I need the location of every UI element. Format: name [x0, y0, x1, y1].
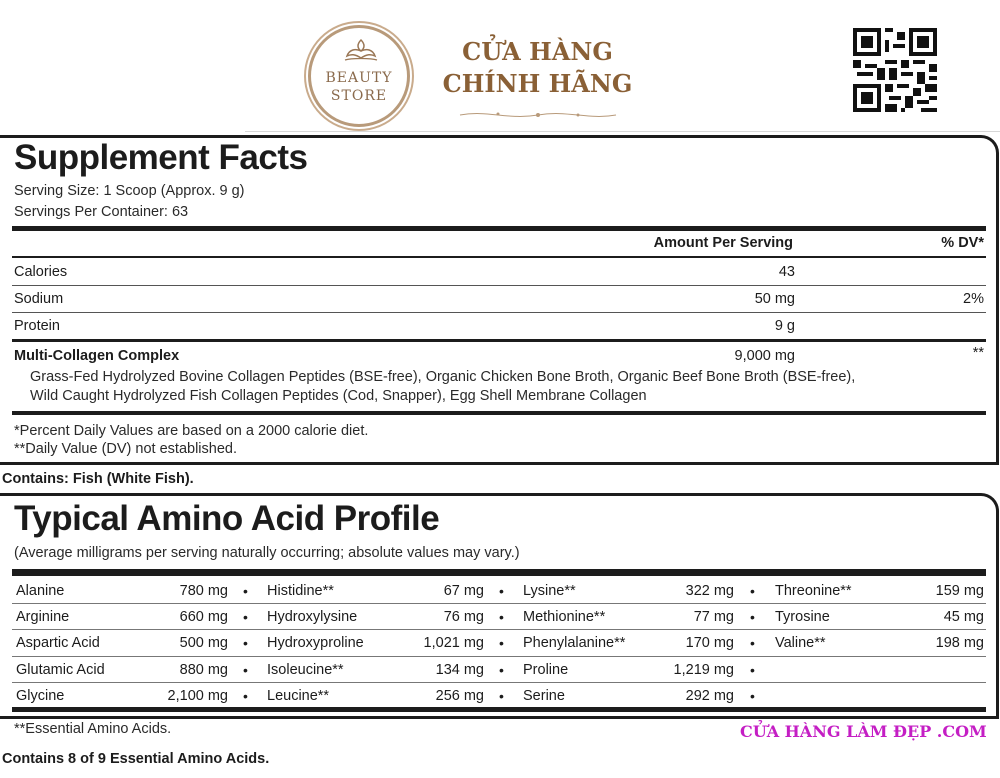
amino-name: Valine**: [775, 635, 826, 651]
amino-value: 67 mg: [443, 583, 484, 599]
amino-name: Hydroxylysine: [267, 609, 358, 625]
row-divider: [12, 312, 986, 313]
amino-acid-title: Typical Amino Acid Profile: [14, 499, 440, 538]
amino-name: Lysine**: [523, 583, 576, 599]
amino-name: Phenylalanine**: [523, 635, 626, 651]
amino-value: 660 mg: [179, 609, 228, 625]
daily-value-header: % DV*: [941, 235, 984, 251]
nutrient-amount: 43: [778, 264, 795, 280]
header-divider-rule: [12, 256, 986, 258]
supplement-facts-title: Supplement Facts: [14, 138, 308, 177]
servings-per-container: Servings Per Container: 63: [14, 204, 189, 220]
amino-value: 780 mg: [179, 583, 228, 599]
amino-value: 500 mg: [179, 635, 228, 651]
ingredients-line: Wild Caught Hydrolyzed Fish Collagen Peptides (Cod, Snapper), Egg Shell Membrane Collagen: [30, 388, 647, 404]
amino-value: 292 mg: [685, 688, 734, 704]
amino-name: Glycine: [16, 688, 65, 704]
amino-name: Proline: [523, 662, 569, 678]
amino-value: 76 mg: [443, 609, 484, 625]
nutrient-label: Multi-Collagen Complex: [14, 348, 180, 364]
header-divider: [245, 131, 1000, 132]
ornament-icon: [341, 38, 381, 64]
nutrient-label: Sodium: [14, 291, 64, 307]
brand-title: [430, 36, 645, 100]
store-watermark: CỬA HÀNG LÀM ĐẸP .COM: [740, 722, 987, 741]
separator: •: [243, 688, 248, 704]
amino-name: Isoleucine**: [267, 662, 344, 678]
section-divider: [12, 339, 986, 342]
amino-value: 1,021 mg: [423, 635, 484, 651]
amino-name: Methionine**: [523, 609, 606, 625]
separator: •: [243, 583, 248, 599]
separator: •: [243, 635, 248, 651]
thick-divider: [12, 707, 986, 712]
amino-name: Serine: [523, 688, 565, 704]
amino-name: Glutamic Acid: [16, 662, 105, 678]
separator: •: [499, 609, 504, 625]
separator: •: [499, 688, 504, 704]
nutrient-amount: 50 mg: [754, 291, 795, 307]
separator: •: [499, 583, 504, 599]
nutrient-amount: 9 g: [774, 318, 795, 334]
separator: •: [750, 609, 755, 625]
amount-per-serving-header: Amount Per Serving: [653, 235, 793, 251]
amino-value: 170 mg: [685, 635, 734, 651]
amino-value: 159 mg: [935, 583, 984, 599]
qr-code-icon[interactable]: [853, 28, 937, 112]
thick-divider: [12, 226, 986, 231]
amino-value: 256 mg: [435, 688, 484, 704]
row-divider: [12, 629, 986, 630]
flourish-icon: [458, 108, 618, 122]
amino-acid-subtitle: (Average milligrams per serving naturally occurring; absolute values may vary.): [14, 545, 520, 561]
nutrient-dv: **: [972, 345, 984, 361]
amino-name: Alanine: [16, 583, 65, 599]
amino-name: Threonine**: [775, 583, 852, 599]
amino-name: Arginine: [16, 609, 70, 625]
nutrient-label: Calories: [14, 264, 68, 280]
beauty-store-logo: [308, 25, 410, 127]
amino-value: 880 mg: [179, 662, 228, 678]
amino-value: 77 mg: [693, 609, 734, 625]
separator: •: [750, 635, 755, 651]
amino-value: 1,219 mg: [673, 662, 734, 678]
amino-value: 2,100 mg: [167, 688, 228, 704]
row-divider: [12, 603, 986, 604]
brand-line-2: CHÍNH HÃNG: [442, 69, 633, 98]
separator: •: [499, 635, 504, 651]
nutrient-amount: 9,000 mg: [734, 348, 795, 364]
thick-divider: [12, 411, 986, 415]
amino-name: Tyrosine: [775, 609, 830, 625]
store-header: [0, 0, 1000, 132]
amino-value: 45 mg: [943, 609, 984, 625]
nutrient-label: Protein: [14, 318, 60, 334]
amino-value: 198 mg: [935, 635, 984, 651]
separator: •: [750, 662, 755, 678]
brand-line-1: CỬA HÀNG: [462, 37, 613, 66]
nutrient-dv: 2%: [963, 291, 984, 307]
row-divider: [12, 656, 986, 657]
separator: •: [750, 583, 755, 599]
amino-value: 134 mg: [435, 662, 484, 678]
footnote-dv-established: **Daily Value (DV) not established.: [14, 441, 237, 457]
row-divider: [12, 285, 986, 286]
essential-amino-footnote: **Essential Amino Acids.: [14, 721, 172, 737]
amino-value: 322 mg: [685, 583, 734, 599]
amino-name: Leucine**: [267, 688, 330, 704]
logo-text-bottom: STORE: [330, 88, 388, 104]
logo-text-top: BEAUTY: [325, 70, 393, 86]
amino-name: Aspartic Acid: [16, 635, 100, 651]
separator: •: [750, 688, 755, 704]
row-divider: [12, 682, 986, 683]
essential-amino-statement: Contains 8 of 9 Essential Amino Acids.: [2, 751, 270, 767]
collagen-ingredients: [30, 368, 990, 406]
separator: •: [499, 662, 504, 678]
ingredients-line: Grass-Fed Hydrolyzed Bovine Collagen Peptides (BSE-free), Organic Chicken Bone Broth, Organic Beef Bone Broth (BSE-free),: [30, 369, 856, 385]
thick-divider: [12, 569, 986, 576]
amino-name: Hydroxyproline: [267, 635, 364, 651]
separator: •: [243, 662, 248, 678]
allergen-statement: Contains: Fish (White Fish).: [2, 471, 194, 487]
amino-name: Histidine**: [267, 583, 334, 599]
separator: •: [243, 609, 248, 625]
footnote-dv: *Percent Daily Values are based on a 2000 calorie diet.: [14, 423, 369, 439]
serving-size: Serving Size: 1 Scoop (Approx. 9 g): [14, 183, 245, 199]
